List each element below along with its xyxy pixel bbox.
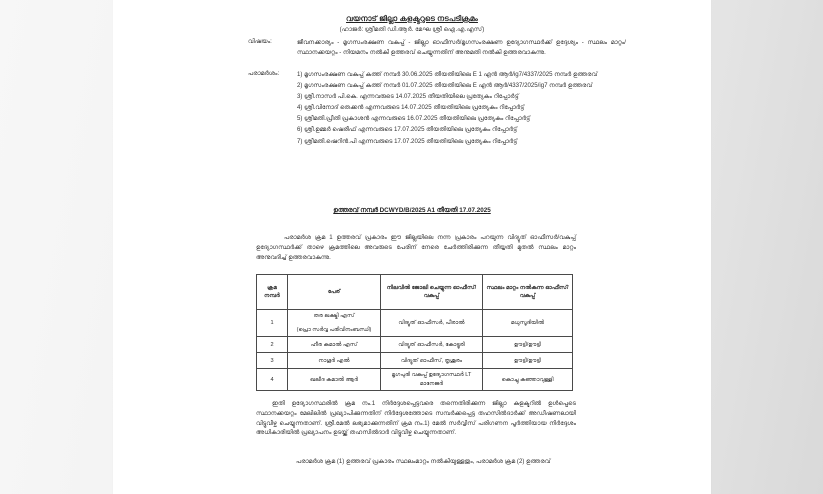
table-row: [257, 337, 573, 353]
order-number-line: ഉത്തരവ് നമ്പർ DCWYD/B/2025 A1 തീയതി 17.07.2025: [333, 207, 491, 214]
cell-to: ഊട്ടി/ഊട്ടി: [483, 353, 573, 369]
cell-name-primary: തര ലക്ഷ്മി എസ്: [313, 313, 355, 319]
column-header-from: നിലവിൽ ജോലി ചെയ്യുന്ന ഓഫീസ്/വകുപ്പ്: [381, 275, 483, 310]
cell-from: വിദ്യുത് ഓഫീസർ, പീരാൽ: [381, 310, 483, 337]
reference-item: 7) ശ്രീമതി.ഷെറിൻ.പി എന്നവരുടെ 17.07.2025 തീയതിയിലെ പ്രത്യേകം റിപ്പോർട്ട്: [297, 137, 518, 145]
cell-name: നാഗൂർ എൽ: [288, 353, 381, 369]
cell-from: മൃഗപുരി വകുപ്പ് ഉദ്യോഗസ്ഥർ LT മാനേജർ: [381, 369, 483, 390]
column-header-to: സ്ഥലം മാറ്റം നൽകുന്ന ഓഫീസ്/വകുപ്പ്: [483, 275, 573, 310]
column-header-name: പേര്: [288, 275, 381, 310]
transfer-table: [256, 274, 573, 391]
reference-item: 5) ശ്രീമതി.പ്രീതി പ്രകാശൻ എന്നവരുടെ 16.07.2025 തീയതിയിലെ പ്രത്യേകം റിപ്പോർട്ട്: [297, 115, 531, 123]
intro-paragraph: പരാമർശ ക്രമ 1 ഉത്തരവ് പ്രകാരം ഈ ജില്ലയിലെ നന്ന പ്രകാരം പറയുന്ന വിദ്യുത് ഓഫീസർ/വകുപ്പ് ഉദ്യോഗസ്ഥർക്ക് താഴെ ക്രമത്തിലെ അവരുടെ പേരിന് നേരെ ചേർത്തിരിക്കുന്ന തീയ്യതി മുതൽ സ്ഥലം മാറ്റം അനുവദിച്ച് ഉത്തരവാകുന്നു.: [256, 234, 576, 261]
document-page: [113, 0, 711, 494]
subject-label: വിഷയം:: [248, 38, 272, 45]
reference-item: 2) മൃഗസംരക്ഷണ വകുപ്പ് കത്ത്‌ നമ്പർ 01.07.2025 തീയതിയിലെ E എൻ ആർ/4337/2025/ig7 നമ്പർ ഉത്തരവ്: [297, 82, 593, 90]
reference-list: [297, 70, 626, 148]
cell-name-note: (പ്രൊ സർവ്വ പരിവിനംബന്ധി): [296, 327, 372, 334]
reference-item: 6) ശ്രീ.ഉമ്മർ ഷെരീഫ് എന്നവരുടെ 17.07.2025 തീയതിയിലെ പ്രത്യേകം റിപ്പോർട്ട്: [297, 126, 518, 134]
document-subtitle: (ഹാജർ: ശ്രീമതി ഡി.ആർ. മേഘ ശ്രീ ഐ.എ.എസ്): [339, 26, 485, 33]
reference-label: പരാമർശം:: [248, 70, 280, 77]
cell-sl: 1: [257, 310, 288, 337]
cell-name: [288, 310, 381, 337]
reference-item: 3) ശ്രീ.നാസർ പി.കെ. എന്നവരുടെ 14.07.2025 തീയതിയിലെ പ്രത്യേകം റിപ്പോർട്ട്: [297, 93, 519, 101]
document-title: വയനാട് ജില്ലാ കളക്ടറുടെ നടപടിക്രമം: [346, 14, 478, 23]
table-row: [257, 369, 573, 390]
reference-item: 1) മൃഗസംരക്ഷണ വകുപ്പ് കത്ത്‌ നമ്പർ 30.06.2025 തീയതിയിലെ E 1 എൻ ആർ/ig7/4337/2025 നമ്പർ ഉത്തരവ്: [297, 71, 598, 78]
subject-text: ജീവനക്കാര്യം - മൃഗസംരക്ഷണ വകുപ്പ്‌ - ജില്ലാ ഓഫീസർ/മൃഗസംരക്ഷണ ഉദ്യോഗസ്ഥർക്ക് ഉദ്ദേശ്യം - സ്ഥലം മാറ്റം/സ്ഥാനക്കയറ്റം - നിയമനം നൽകി ഉത്തരവ് ചെയ്യുന്നതിന് അനുമതി നൽകി ഉത്തരവാകുന്നു.: [297, 39, 626, 56]
document-body: [113, 0, 711, 494]
reference-item: 4) ശ്രീ.വിനോദ് തെക്കൻ എന്നവരുടെ 14.07.2025 തീയതിയിലെ പ്രത്യേകം റിപ്പോർട്ട്: [297, 104, 525, 112]
cell-from: വിദ്യുത് ഓഫീസർ, കോട്ടൂരി: [381, 337, 483, 353]
cell-to: കൊച്ചു കഞ്ഞാവുള്ളി: [483, 369, 573, 390]
cell-name: ഖലീദ കമാൽ ആർ: [288, 369, 381, 390]
cell-to: ഊട്ടി/ഊട്ടി: [483, 337, 573, 353]
final-paragraph: പരാമർശ ക്രമ (1) ഉത്തരവ് പ്രകാരം സ്ഥലംമാറ്റം നൽകിയുള്ളതും, പരാമർശ ക്രമ (2) ഉത്തരവ്: [296, 458, 551, 465]
cell-sl: 4: [257, 369, 288, 390]
cell-sl: 3: [257, 353, 288, 369]
table-row: [257, 353, 573, 369]
table-row: [257, 310, 573, 337]
column-header-sl: ക്രമ നമ്പർ: [257, 275, 288, 310]
closing-paragraph: ഇതി ഉദ്യോഗസ്ഥരിൽ ക്രമ നം.1 നിർദ്ദേശപ്പെട്ടവരെ തന്നെതിരിക്കുന്ന ജില്ലാ കളക്ടറിൽ ഉൾപ്പെടെ സ്ഥാനക്കയറ്റം മേലിലിൽ പ്രഖ്യാപിക്കുന്നതിന് നിർദ്ദേശത്തോടെ സമ്പർക്കപ്പെട്ട തഹസിൽദാർക്ക് അഡീഷണലായി വിട്ടുവീഴ്ച ചെയ്യുന്നതാണ്. ശ്രീ.മേൽ ലഭ്യമാക്കുന്നതിന് ക്രമ നം.1) മേൽ സർവ്വീസ് പരിഗണന പൂർത്തിയായ നിർദ്ദേശം അധികാരിയിൽ പ്രഖ്യാപനം ഉടയ്ക്ക് തഹസിൽദാർ വിട്ടുവീഴ്ച ചെയ്യുന്നതാണ്.: [256, 400, 576, 437]
cell-name: ഹീര കമാൽ എസ്: [288, 337, 381, 353]
cell-from: വിദ്യുത് ഓഫീസ്, തൃശൂരം: [381, 353, 483, 369]
table-header-row: [257, 275, 573, 310]
cell-sl: 2: [257, 337, 288, 353]
cell-to: മധുസൂദിയിൽ: [483, 310, 573, 337]
